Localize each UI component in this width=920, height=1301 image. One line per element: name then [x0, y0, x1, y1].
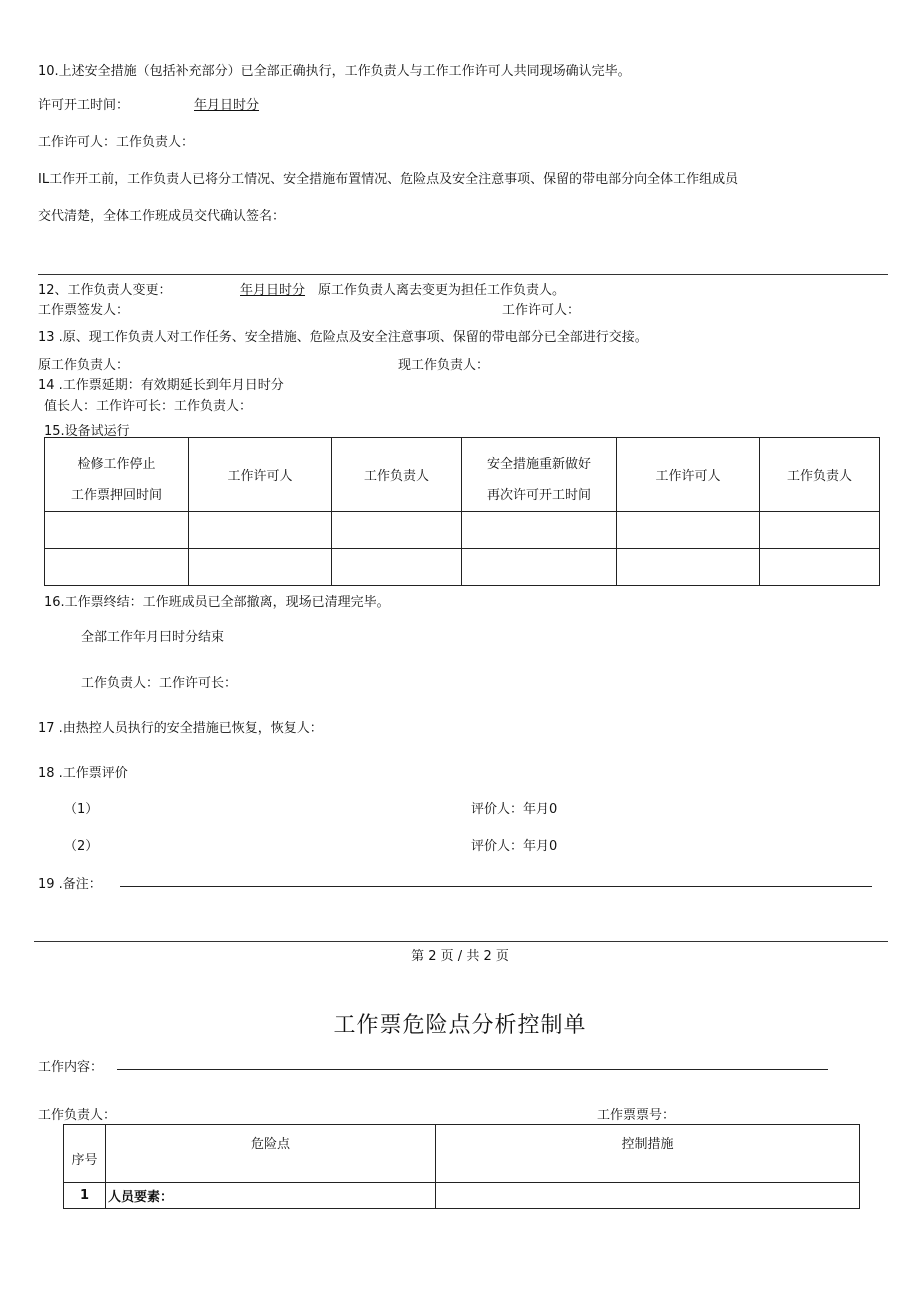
table-cell[interactable] [760, 512, 880, 549]
ticket-no-label: 工作票票号： [597, 1108, 676, 1123]
section-17-text: 17 .由热控人员执行的安全措施已恢复，恢复人： [38, 721, 323, 736]
leader-label: 工作负责人： [38, 1108, 117, 1123]
section-12-date: 年月日时分 [240, 283, 306, 298]
header-seq: 序号 [64, 1125, 106, 1183]
issuer-label: 工作票签发人： [38, 303, 130, 318]
work-content-line[interactable] [117, 1069, 828, 1070]
table-cell[interactable] [462, 549, 617, 586]
header-restart-time: 安全措施重新做好 再次许可开工时间 [462, 438, 617, 512]
section-13-text: 13 .原、现工作负责人对工作任务、安全措施、危险点及安全注意事项、保留的带电部分已全部进行交接。 [38, 330, 648, 345]
section-19-text: 19 .备注： [38, 877, 102, 892]
row-hazard[interactable]: 人员要素： [106, 1183, 436, 1209]
table-cell[interactable] [617, 549, 760, 586]
section-12-label: 12、工作负责人变更： [38, 283, 172, 298]
remarks-line[interactable] [120, 886, 872, 887]
header-leader-1: 工作负责人 [332, 438, 462, 512]
risk-sheet-title: 工作票危险点分析控制单 [333, 1013, 587, 1038]
permit-time-value: 年月日时分 [194, 98, 260, 113]
permit-time-label: 许可开工时间： [38, 98, 130, 113]
permit-label: 工作许可人： [502, 303, 581, 318]
table-cell[interactable] [45, 512, 189, 549]
section-12-text: 原工作负责人离去变更为担任工作负责人。 [318, 283, 566, 298]
section-14-text: 14 .工作票延期：有效期延长到年月日时分 [38, 378, 284, 393]
evaluation-item-eval: 评价人：年月0 [471, 802, 558, 817]
section-10-signers: 工作许可人：工作负责人： [38, 135, 195, 150]
trial-run-header-row [45, 438, 880, 512]
work-content-label: 工作内容： [38, 1060, 104, 1075]
header-control: 控制措施 [436, 1125, 860, 1183]
section-16-text: 16.工作票终结：工作班成员已全部撤离，现场已清理完毕。 [44, 595, 390, 610]
section-10-text: 10.上述安全措施（包括补充部分）已全部正确执行，工作负责人与工作工作许可人共同现场确认完毕。 [38, 64, 631, 79]
row-seq: 1 [64, 1183, 106, 1209]
table-row [45, 512, 880, 549]
page-number: 第 2 页 / 共 2 页 [411, 949, 509, 964]
table-cell[interactable] [332, 512, 462, 549]
header-hazard: 危险点 [106, 1125, 436, 1183]
table-cell[interactable] [760, 549, 880, 586]
row-control[interactable] [436, 1183, 860, 1209]
section-11-line1: IL工作开工前，工作负责人已将分工情况、安全措施布置情况、危险点及安全注意事项、保留的带电部分向全体工作组成员 [38, 172, 739, 187]
table-cell[interactable] [45, 549, 189, 586]
risk-header-row [64, 1125, 860, 1183]
evaluation-item-eval: 评价人：年月0 [471, 839, 558, 854]
table-cell[interactable] [189, 549, 332, 586]
table-cell[interactable] [332, 549, 462, 586]
table-row [45, 549, 880, 586]
section-15-label: 15.设备试运行 [44, 424, 130, 439]
header-permit-2: 工作许可人 [617, 438, 760, 512]
section-16-signers: 工作负责人：工作许可长： [81, 676, 238, 691]
header-leader-2: 工作负责人 [760, 438, 880, 512]
orig-leader-label: 原工作负责人： [38, 358, 130, 373]
header-permit-1: 工作许可人 [189, 438, 332, 512]
header-stop-time: 检修工作停止 工作票押回时间 [45, 438, 189, 512]
section-14-signers: 值长人：工作许可长：工作负责人： [44, 399, 253, 414]
table-cell[interactable] [462, 512, 617, 549]
evaluation-item-no: （1） [64, 802, 99, 817]
section-18-text: 18 .工作票评价 [38, 766, 128, 781]
table-cell[interactable] [617, 512, 760, 549]
section-11-line2: 交代清楚，全体工作班成员交代确认签名： [38, 209, 286, 224]
page-divider [34, 941, 888, 942]
risk-table [63, 1124, 860, 1209]
evaluation-item-no: （2） [64, 839, 99, 854]
section-divider [38, 274, 888, 275]
curr-leader-label: 现工作负责人： [398, 358, 490, 373]
trial-run-table [44, 437, 880, 586]
table-cell[interactable] [189, 512, 332, 549]
section-16-end: 全部工作年月曰时分结束 [81, 630, 225, 645]
table-row [64, 1183, 860, 1209]
